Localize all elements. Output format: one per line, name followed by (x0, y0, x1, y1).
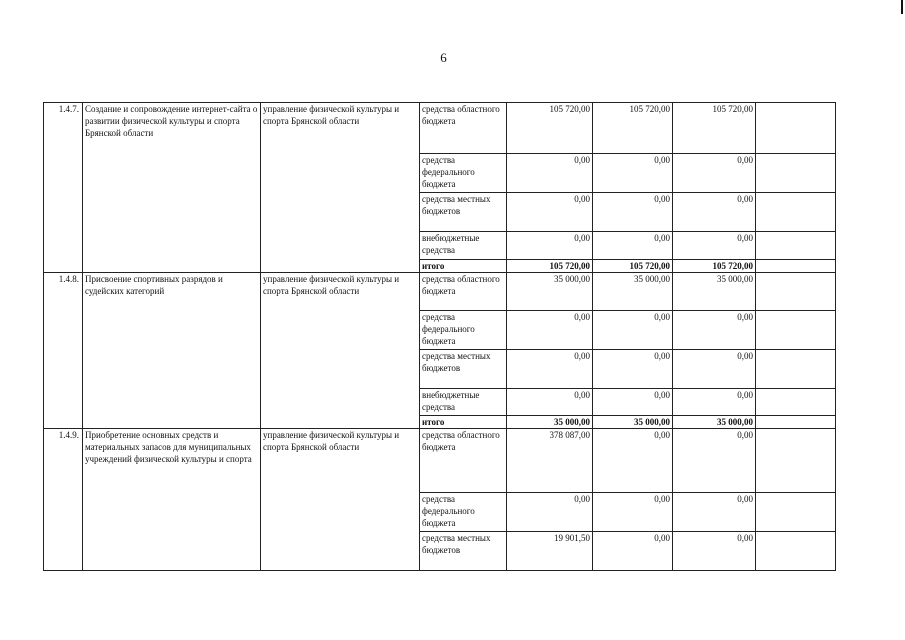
amount-cell: 0,00 (507, 232, 593, 260)
amount-cell (756, 493, 836, 532)
amount-cell: 0,00 (593, 154, 673, 193)
amount-cell: 35 000,00 (507, 273, 593, 311)
funding-source: средства федерального бюджета (420, 311, 507, 350)
amount-cell: 19 901,50 (507, 532, 593, 571)
total-amount: 105 720,00 (507, 260, 593, 273)
amount-cell (756, 103, 836, 154)
total-amount (756, 416, 836, 429)
amount-cell: 0,00 (507, 389, 593, 416)
amount-cell: 0,00 (593, 389, 673, 416)
amount-cell (756, 532, 836, 571)
amount-cell: 0,00 (507, 154, 593, 193)
total-amount: 105 720,00 (593, 260, 673, 273)
amount-cell: 0,00 (673, 193, 756, 232)
amount-cell: 0,00 (507, 493, 593, 532)
amount-cell (756, 350, 836, 389)
amount-cell: 0,00 (593, 429, 673, 493)
amount-cell: 0,00 (593, 232, 673, 260)
amount-cell: 0,00 (593, 493, 673, 532)
item-number: 1.4.9. (44, 429, 83, 571)
funding-source: средства федерального бюджета (420, 493, 507, 532)
amount-cell (756, 273, 836, 311)
funding-source: средства местных бюджетов (420, 193, 507, 232)
amount-cell: 0,00 (673, 154, 756, 193)
funding-source: внебюджетные средства (420, 389, 507, 416)
total-amount: 105 720,00 (673, 260, 756, 273)
item-executor: управление физической культуры и спорта Брянской области (261, 429, 420, 571)
amount-cell: 0,00 (673, 532, 756, 571)
amount-cell: 0,00 (507, 193, 593, 232)
amount-cell: 105 720,00 (673, 103, 756, 154)
amount-cell (756, 193, 836, 232)
funding-source: средства федерального бюджета (420, 154, 507, 193)
amount-cell: 0,00 (673, 232, 756, 260)
amount-cell: 378 087,00 (507, 429, 593, 493)
total-amount: 35 000,00 (593, 416, 673, 429)
item-executor: управление физической культуры и спорта Брянской области (261, 273, 420, 429)
amount-cell (756, 311, 836, 350)
funding-source: средства областного бюджета (420, 273, 507, 311)
amount-cell: 0,00 (507, 311, 593, 350)
total-label: итого (420, 416, 507, 429)
page-number: 6 (440, 50, 447, 65)
amount-cell: 105 720,00 (507, 103, 593, 154)
table-row (44, 273, 836, 311)
amount-cell: 0,00 (593, 193, 673, 232)
amount-cell: 0,00 (507, 350, 593, 389)
amount-cell (756, 389, 836, 416)
scan-edge-mark (901, 0, 903, 14)
funding-source: средства областного бюджета (420, 429, 507, 493)
amount-cell (756, 154, 836, 193)
amount-cell: 0,00 (673, 350, 756, 389)
item-name: Присвоение спортивных разрядов и судейских категорий (83, 273, 261, 429)
table-row (44, 103, 836, 154)
budget-table (43, 102, 836, 571)
funding-source: внебюджетные средства (420, 232, 507, 260)
amount-cell: 0,00 (673, 429, 756, 493)
item-number: 1.4.8. (44, 273, 83, 429)
amount-cell: 0,00 (673, 389, 756, 416)
total-amount: 35 000,00 (673, 416, 756, 429)
item-number: 1.4.7. (44, 103, 83, 273)
table-row (44, 429, 836, 493)
item-name: Приобретение основных средств и материальных запасов для муниципальных учреждений физической культуры и спорта (83, 429, 261, 571)
item-executor: управление физической культуры и спорта Брянской области (261, 103, 420, 273)
amount-cell: 0,00 (593, 532, 673, 571)
amount-cell: 0,00 (593, 350, 673, 389)
amount-cell: 35 000,00 (593, 273, 673, 311)
amount-cell: 0,00 (673, 493, 756, 532)
funding-source: средства местных бюджетов (420, 532, 507, 571)
amount-cell: 105 720,00 (593, 103, 673, 154)
amount-cell (756, 232, 836, 260)
item-name: Создание и сопровождение интернет-сайта о развитии физической культуры и спорта Брянской области (83, 103, 261, 273)
total-amount (756, 260, 836, 273)
funding-source: средства областного бюджета (420, 103, 507, 154)
amount-cell: 0,00 (673, 311, 756, 350)
amount-cell: 35 000,00 (673, 273, 756, 311)
amount-cell: 0,00 (593, 311, 673, 350)
total-amount: 35 000,00 (507, 416, 593, 429)
funding-source: средства местных бюджетов (420, 350, 507, 389)
amount-cell (756, 429, 836, 493)
total-label: итого (420, 260, 507, 273)
